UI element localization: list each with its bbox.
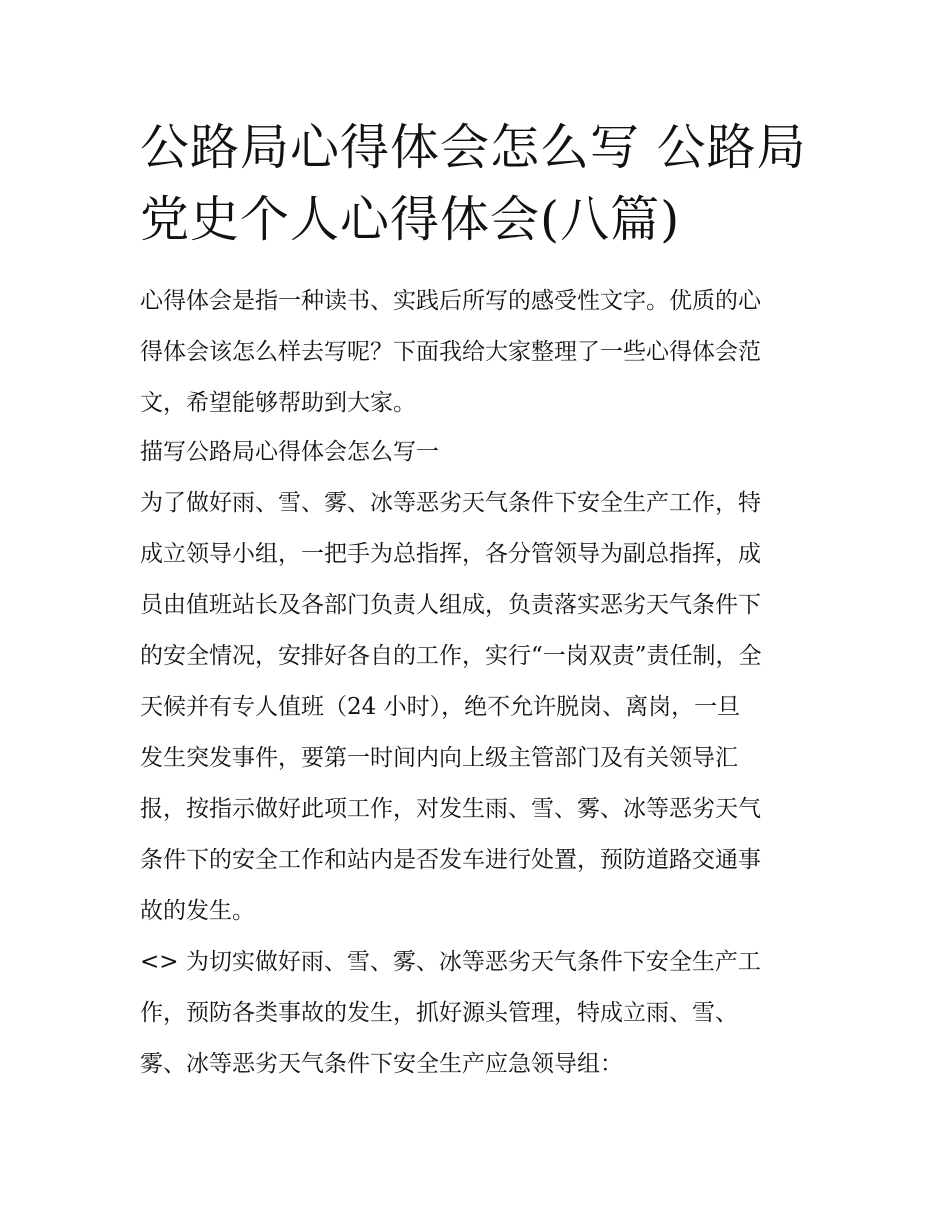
- text-line: 条件下的安全工作和站内是否发车进行处置，预防道路交通事: [140, 847, 761, 873]
- text-line: 成立领导小组，一把手为总指挥，各分管领导为副总指挥，成: [140, 541, 761, 567]
- text-line: <> 为切实做好雨、雪、雾、冰等恶劣天气条件下安全生产工: [140, 949, 761, 975]
- text-line: 心得体会是指一种读书、实践后所写的感受性文字。优质的心: [140, 288, 761, 314]
- section-heading: [140, 427, 820, 478]
- title-line: 党史个人心得体会(八篇): [140, 191, 681, 248]
- text-line: 文，希望能够帮助到大家。: [140, 390, 416, 416]
- text-line: 雾、冰等恶劣天气条件下安全生产应急领导组：: [140, 1051, 623, 1077]
- body-paragraph-2: [140, 937, 820, 1090]
- text-line: 员由值班站长及各部门负责人组成，负责落实恶劣天气条件下: [140, 592, 761, 618]
- text-line: 发生突发事件，要第一时间内向上级主管部门及有关领导汇: [140, 745, 738, 771]
- text-line: 作，预防各类事故的发生，抓好源头管理，特成立雨、雪、: [140, 1000, 738, 1026]
- text-line: 的安全情况，安排好各自的工作，实行“一岗双责”责任制，全: [140, 643, 762, 669]
- intro-paragraph: [140, 276, 820, 429]
- text-line: 天候并有专人值班（24 小时），绝不允许脱岗、离岗，一旦: [140, 694, 741, 720]
- body-paragraph-1: [140, 478, 820, 937]
- title-line: 公路局心得体会怎么写 公路局: [140, 119, 807, 176]
- text-line: 得体会该怎么样去写呢？下面我给大家整理了一些心得体会范: [140, 339, 761, 365]
- text-line: 为了做好雨、雪、雾、冰等恶劣天气条件下安全生产工作，特: [140, 490, 761, 516]
- document-title: [140, 112, 830, 256]
- text-line: 故的发生。: [140, 898, 255, 924]
- section-heading-text: 描写公路局心得体会怎么写一: [140, 439, 439, 465]
- text-line: 报，按指示做好此项工作，对发生雨、雪、雾、冰等恶劣天气: [140, 796, 761, 822]
